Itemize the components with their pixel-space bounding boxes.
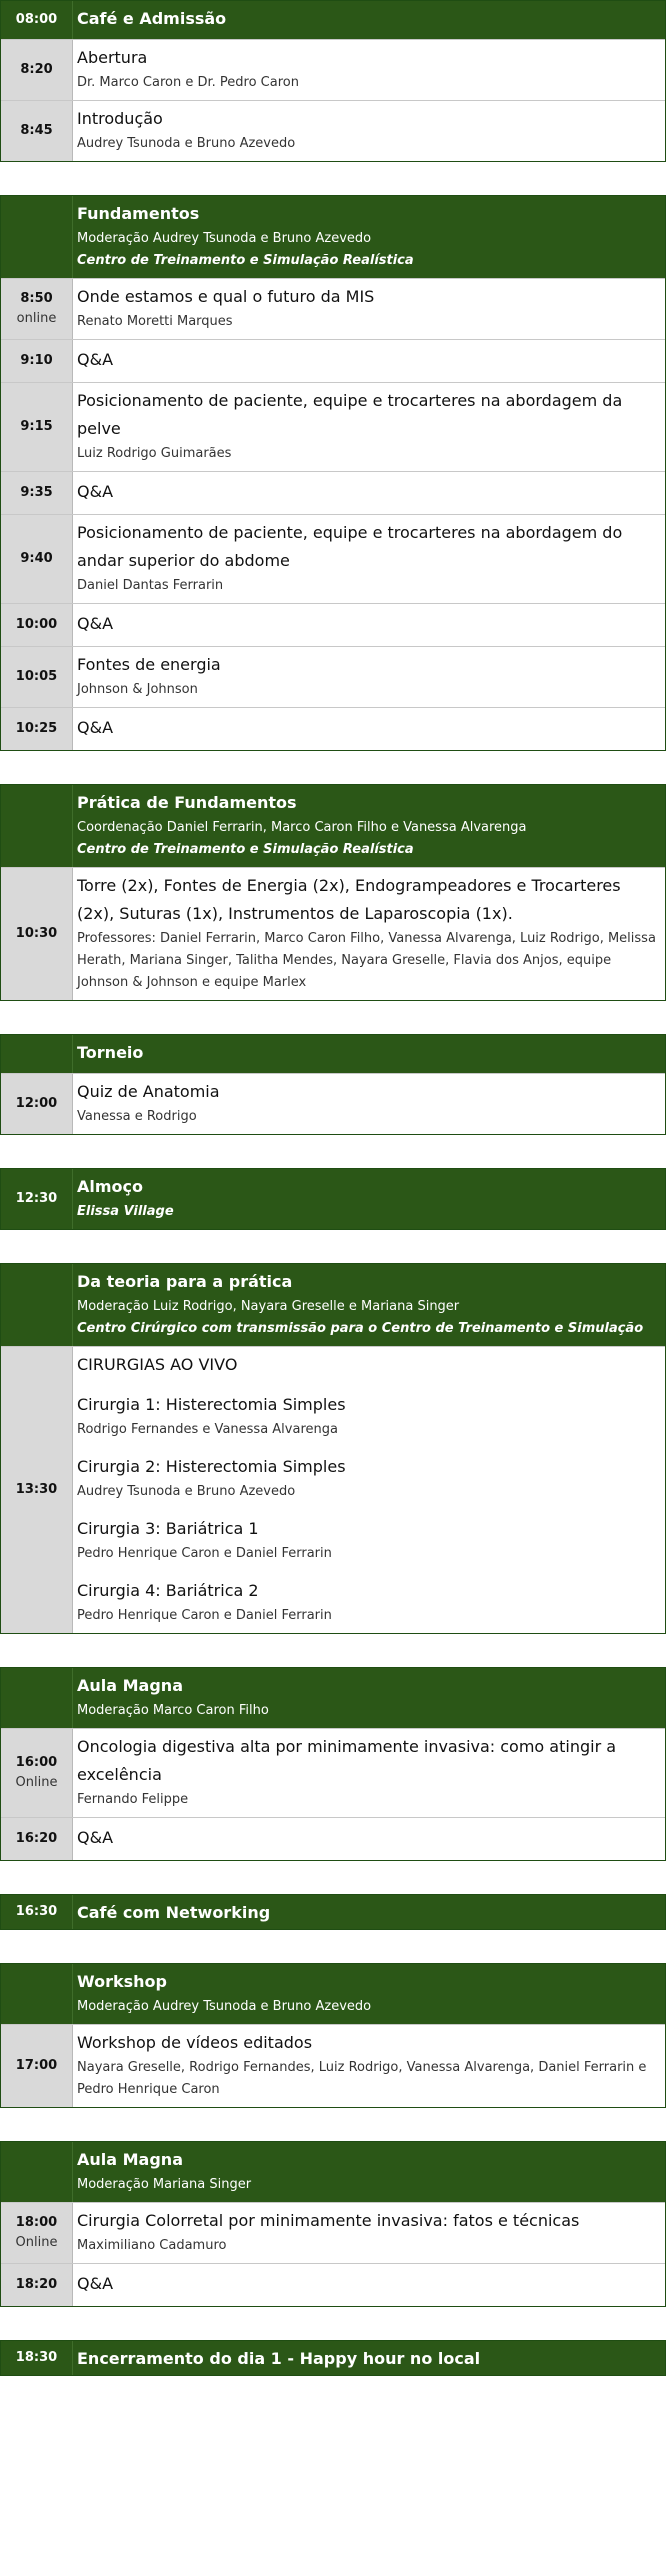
agenda-title: Workshop de vídeos editados: [77, 2033, 313, 2052]
agenda-row: [1, 2202, 665, 2263]
agenda-title: Q&A: [77, 2274, 114, 2293]
agenda-time: [1, 279, 73, 339]
session-single-row: [1, 1895, 665, 1929]
session-title: Da teoria para a prática: [77, 1272, 293, 1291]
agenda-row: [1, 867, 665, 1000]
agenda-time-value: 9:15: [20, 419, 53, 434]
session-title: Café e Admissão: [77, 9, 227, 28]
agenda-row: [1, 1073, 665, 1134]
agenda-time-value: 16:20: [15, 1831, 58, 1846]
surgery-title: Cirurgia 4: Bariátrica 2: [77, 1581, 259, 1600]
session-time: [1, 1668, 73, 1728]
session-header: [1, 2142, 665, 2202]
agenda-time-value: 10:25: [15, 721, 58, 736]
agenda-content: [73, 383, 665, 471]
agenda-row: [1, 2024, 665, 2107]
session-time: [1, 1964, 73, 2024]
agenda-content: [73, 101, 665, 161]
agenda-content: [73, 1347, 665, 1633]
agenda-time: [1, 708, 73, 750]
agenda-speakers: Renato Moretti Marques: [77, 314, 233, 329]
session-time: 12:30: [1, 1169, 73, 1229]
surgery-team: Pedro Henrique Caron e Daniel Ferrarin: [77, 1546, 332, 1561]
surgery-title: Cirurgia 1: Histerectomia Simples: [77, 1395, 346, 1414]
session-header-content: [73, 1169, 665, 1229]
agenda-time: [1, 472, 73, 514]
agenda-row: [1, 2263, 665, 2306]
spacer: [77, 1503, 661, 1515]
agenda-content: [73, 647, 665, 707]
agenda-time: [1, 1818, 73, 1860]
session-block: [0, 1034, 666, 1135]
agenda-time-value: 10:05: [15, 669, 58, 684]
agenda-time-value: 16:00: [15, 1755, 58, 1770]
spacer: [77, 1565, 661, 1577]
agenda-time-note: Online: [15, 2235, 58, 2250]
agenda-time: [1, 383, 73, 471]
session-time: 16:30: [1, 1895, 73, 1929]
agenda-content: [73, 2025, 665, 2107]
session-block: [0, 0, 666, 162]
agenda-time-value: 17:00: [15, 2058, 58, 2073]
session-location: Elissa Village: [77, 1204, 174, 1219]
agenda-time-value: 9:35: [20, 485, 53, 500]
agenda-title: Q&A: [77, 482, 114, 501]
session-title: Café com Networking: [77, 1902, 271, 1922]
agenda-speakers: Fernando Felippe: [77, 1792, 189, 1807]
agenda-time: [1, 2264, 73, 2306]
session-header-content: [73, 2142, 665, 2202]
agenda-row: [1, 1817, 665, 1860]
session-time: 08:00: [1, 1, 73, 39]
agenda-title: Onde estamos e qual o futuro da MIS: [77, 287, 375, 306]
session-title: Aula Magna: [77, 2150, 183, 2169]
agenda-row: [1, 707, 665, 750]
agenda-content: [73, 340, 665, 382]
session-block: [0, 1963, 666, 2108]
surgery-title: Cirurgia 2: Histerectomia Simples: [77, 1457, 346, 1476]
agenda-speakers: Maximiliano Cadamuro: [77, 2238, 227, 2253]
session-block: [0, 1667, 666, 1861]
agenda-row: [1, 603, 665, 646]
spacer: [77, 1379, 661, 1391]
session-header: [1, 1264, 665, 1346]
agenda-title: Torre (2x), Fontes de Energia (2x), Endogrampeadores e Trocarteres (2x), Suturas (1x), Instrumentos de Laparoscopia (1x).: [77, 876, 621, 923]
agenda-content: [73, 40, 665, 100]
session-block: [0, 195, 666, 751]
agenda-row: [1, 1728, 665, 1817]
agenda-title: Cirurgia Colorretal por minimamente invasiva: fatos e técnicas: [77, 2211, 580, 2230]
agenda-speakers: Professores: Daniel Ferrarin, Marco Caron Filho, Vanessa Alvarenga, Luiz Rodrigo, Melissa Herath, Mariana Singer, Talitha Mendes, Nayara Greselle, Flavia dos Anjos, equipe Johnson & Johnson e equipe Marlex: [77, 931, 656, 990]
session-block: [0, 1894, 666, 1930]
agenda-time-value: 8:45: [20, 123, 53, 138]
agenda-time: [1, 1074, 73, 1134]
agenda-title: Q&A: [77, 1828, 114, 1847]
surgery-title: Cirurgia 3: Bariátrica 1: [77, 1519, 259, 1538]
agenda-time: [1, 604, 73, 646]
agenda-row: [1, 100, 665, 161]
session-header: [1, 1169, 665, 1229]
agenda-content: [73, 2203, 665, 2263]
agenda-content: [73, 279, 665, 339]
surgery-team: Rodrigo Fernandes e Vanessa Alvarenga: [77, 1422, 338, 1437]
agenda-row: [1, 382, 665, 471]
agenda-time: [1, 40, 73, 100]
agenda-content: [73, 868, 665, 1000]
agenda-time: [1, 340, 73, 382]
agenda-content: [73, 1074, 665, 1134]
session-title: Aula Magna: [77, 1676, 183, 1695]
agenda-time-value: 10:00: [15, 617, 58, 632]
session-header-content: [73, 1, 665, 39]
session-time: [1, 785, 73, 867]
session-header: [1, 1, 665, 39]
agenda-content: [73, 472, 665, 514]
agenda-row: [1, 471, 665, 514]
agenda-row: [1, 646, 665, 707]
agenda-content: [73, 2264, 665, 2306]
agenda-speakers: Vanessa e Rodrigo: [77, 1109, 197, 1124]
agenda-time-note: online: [16, 311, 57, 326]
agenda-title: Fontes de energia: [77, 655, 221, 674]
agenda-time-value: 9:10: [20, 353, 53, 368]
session-title: Fundamentos: [77, 204, 200, 223]
agenda-speakers: Johnson & Johnson: [77, 682, 198, 697]
agenda-title: Q&A: [77, 350, 114, 369]
session-header-content: [73, 1035, 665, 1073]
agenda-speakers: Daniel Dantas Ferrarin: [77, 578, 224, 593]
session-block: [0, 2141, 666, 2307]
live-heading: CIRURGIAS AO VIVO: [77, 1355, 238, 1374]
agenda-time: [1, 515, 73, 603]
session-header-content: [73, 1964, 665, 2024]
agenda-time: [1, 2203, 73, 2263]
session-header: [1, 785, 665, 867]
agenda-row: [1, 39, 665, 100]
session-title: Workshop: [77, 1972, 167, 1991]
agenda-title: Q&A: [77, 718, 114, 737]
session-time: [1, 2142, 73, 2202]
session-title: Torneio: [77, 1043, 144, 1062]
agenda-speakers: Nayara Greselle, Rodrigo Fernandes, Luiz Rodrigo, Vanessa Alvarenga, Daniel Ferrarin e Pedro Henrique Caron: [77, 2060, 647, 2097]
session-moderation: Coordenação Daniel Ferrarin, Marco Caron Filho e Vanessa Alvarenga: [77, 820, 527, 835]
surgery-team: Audrey Tsunoda e Bruno Azevedo: [77, 1484, 296, 1499]
agenda-time: [1, 1729, 73, 1817]
session-block: [0, 1168, 666, 1230]
session-time: [1, 1035, 73, 1073]
session-location: Centro de Treinamento e Simulação Realística: [77, 842, 414, 857]
agenda-content: [73, 604, 665, 646]
session-title: Almoço: [77, 1177, 144, 1196]
session-moderation: Moderação Audrey Tsunoda e Bruno Azevedo: [77, 231, 372, 246]
agenda-time: [1, 2025, 73, 2107]
agenda-row: [1, 339, 665, 382]
agenda-content: [73, 1729, 665, 1817]
agenda-time: [1, 868, 73, 1000]
session-block: [0, 1263, 666, 1634]
session-header-content: [73, 196, 665, 278]
agenda-time-value: 8:50: [20, 291, 53, 306]
agenda-speakers: Dr. Marco Caron e Dr. Pedro Caron: [77, 75, 299, 90]
agenda-row: [1, 278, 665, 339]
surgery-team: Pedro Henrique Caron e Daniel Ferrarin: [77, 1608, 332, 1623]
session-header: [1, 1668, 665, 1728]
agenda-row: [1, 514, 665, 603]
session-block: [0, 784, 666, 1001]
agenda-content: [73, 515, 665, 603]
agenda-time-value: 9:40: [20, 551, 53, 566]
session-moderation: Moderação Luiz Rodrigo, Nayara Greselle e Mariana Singer: [77, 1299, 460, 1314]
agenda-time-value: 10:30: [15, 926, 58, 941]
agenda-time-note: Online: [15, 1775, 58, 1790]
session-moderation: Moderação Marco Caron Filho: [77, 1703, 269, 1718]
agenda-time: [1, 101, 73, 161]
agenda-content: [73, 1818, 665, 1860]
agenda-time-value: 18:20: [15, 2277, 58, 2292]
agenda-title: Posicionamento de paciente, equipe e trocarteres na abordagem da pelve: [77, 391, 623, 438]
agenda-row: [1, 1346, 665, 1633]
agenda-speakers: Luiz Rodrigo Guimarães: [77, 446, 232, 461]
agenda-content: [73, 708, 665, 750]
session-header: [1, 1035, 665, 1073]
agenda-title: Oncologia digestiva alta por minimamente invasiva: como atingir a excelência: [77, 1737, 617, 1784]
session-moderation: Moderação Audrey Tsunoda e Bruno Azevedo: [77, 1999, 372, 2014]
session-header-content: [73, 1264, 665, 1346]
agenda-title: Abertura: [77, 48, 148, 67]
session-location: Centro Cirúrgico com transmissão para o Centro de Treinamento e Simulação: [77, 1321, 644, 1336]
session-location: Centro de Treinamento e Simulação Realística: [77, 253, 414, 268]
agenda-time-value: 8:20: [20, 62, 53, 77]
agenda-title: Q&A: [77, 614, 114, 633]
session-block: [0, 2340, 666, 2376]
session-time: [1, 196, 73, 278]
session-moderation: Moderação Mariana Singer: [77, 2177, 252, 2192]
agenda-speakers: Audrey Tsunoda e Bruno Azevedo: [77, 136, 296, 151]
session-time: 18:30: [1, 2341, 73, 2375]
agenda-time: 13:30: [1, 1347, 73, 1633]
agenda-title: Introdução: [77, 109, 163, 128]
spacer: [77, 1441, 661, 1453]
session-header: [1, 196, 665, 278]
agenda-time-value: 12:00: [15, 1096, 58, 1111]
agenda-time: [1, 647, 73, 707]
session-single-row: [1, 2341, 665, 2375]
agenda-title: Posicionamento de paciente, equipe e trocarteres na abordagem do andar superior do abdome: [77, 523, 623, 570]
session-time: [1, 1264, 73, 1346]
agenda-title: Quiz de Anatomia: [77, 1082, 220, 1101]
session-title: Encerramento do dia 1 - Happy hour no local: [77, 2348, 481, 2368]
session-header-content: [73, 1668, 665, 1728]
session-header: [1, 1964, 665, 2024]
session-title: Prática de Fundamentos: [77, 793, 297, 812]
agenda-time-value: 18:00: [15, 2215, 58, 2230]
session-header-content: [73, 785, 665, 867]
